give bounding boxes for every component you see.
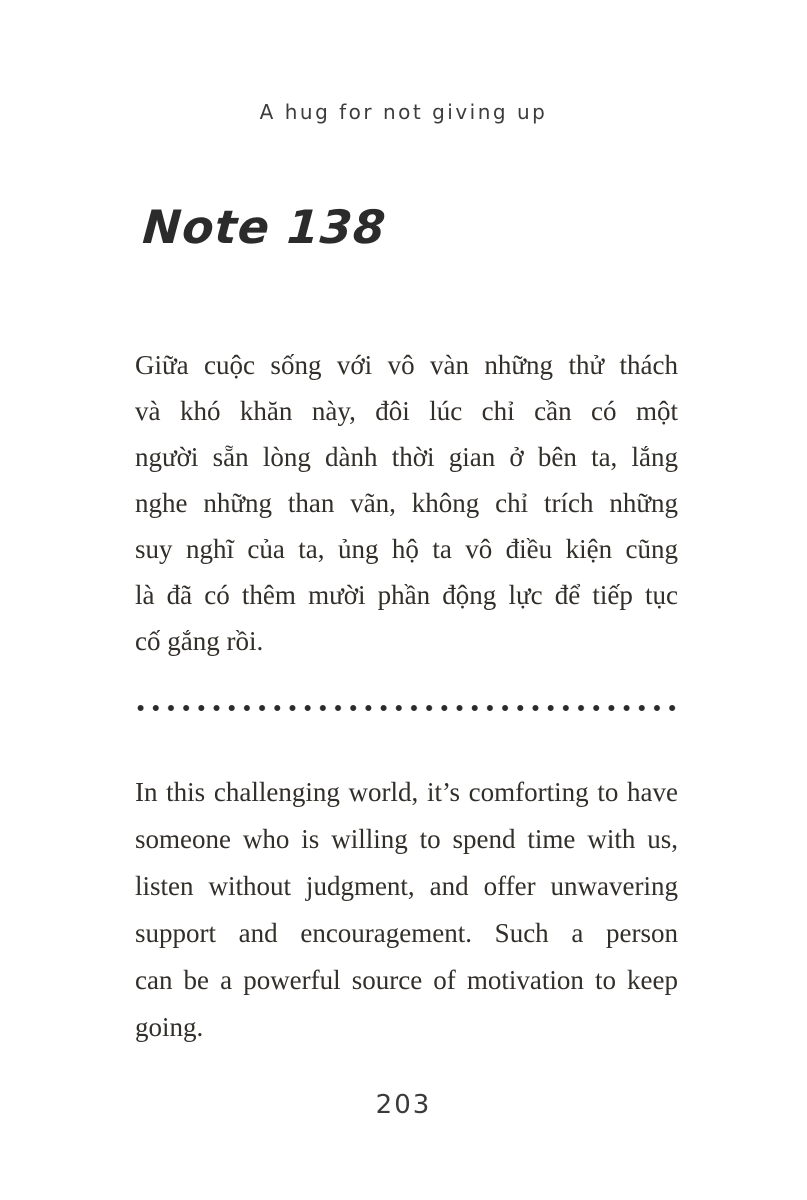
paragraph-line: going. xyxy=(135,1012,204,1042)
paragraph-line: listen without judgment, and offer unwavering xyxy=(135,871,678,901)
paragraph-line: nghe những than vãn, không chỉ trích những xyxy=(135,488,678,518)
paragraph-line: suy nghĩ của ta, ủng hộ ta vô điều kiện cũng xyxy=(135,534,678,564)
paragraph-line: In this challenging world, it’s comforting to have xyxy=(135,777,678,807)
paragraph-line: support and encouragement. Such a person xyxy=(135,918,678,948)
paragraph-line: someone who is willing to spend time with us, xyxy=(135,824,678,854)
paragraph-line: và khó khăn này, đôi lúc chỉ cần có một xyxy=(135,396,678,426)
english-paragraph xyxy=(135,769,678,1051)
vietnamese-paragraph xyxy=(135,342,678,664)
running-header: A hug for not giving up xyxy=(259,100,548,124)
paragraph-line: can be a powerful source of motivation to keep xyxy=(135,965,678,995)
paragraph-line: Giữa cuộc sống với vô vàn những thử thách xyxy=(135,350,678,380)
dotted-divider xyxy=(133,702,680,714)
paragraph-line: là đã có thêm mười phần động lực để tiếp tục xyxy=(135,580,678,610)
paragraph-line: người sẵn lòng dành thời gian ở bên ta, lắng xyxy=(135,442,678,472)
page-number: 203 xyxy=(375,1090,432,1120)
paragraph-line: cố gắng rồi. xyxy=(135,626,264,656)
note-title: Note 138 xyxy=(141,200,389,254)
